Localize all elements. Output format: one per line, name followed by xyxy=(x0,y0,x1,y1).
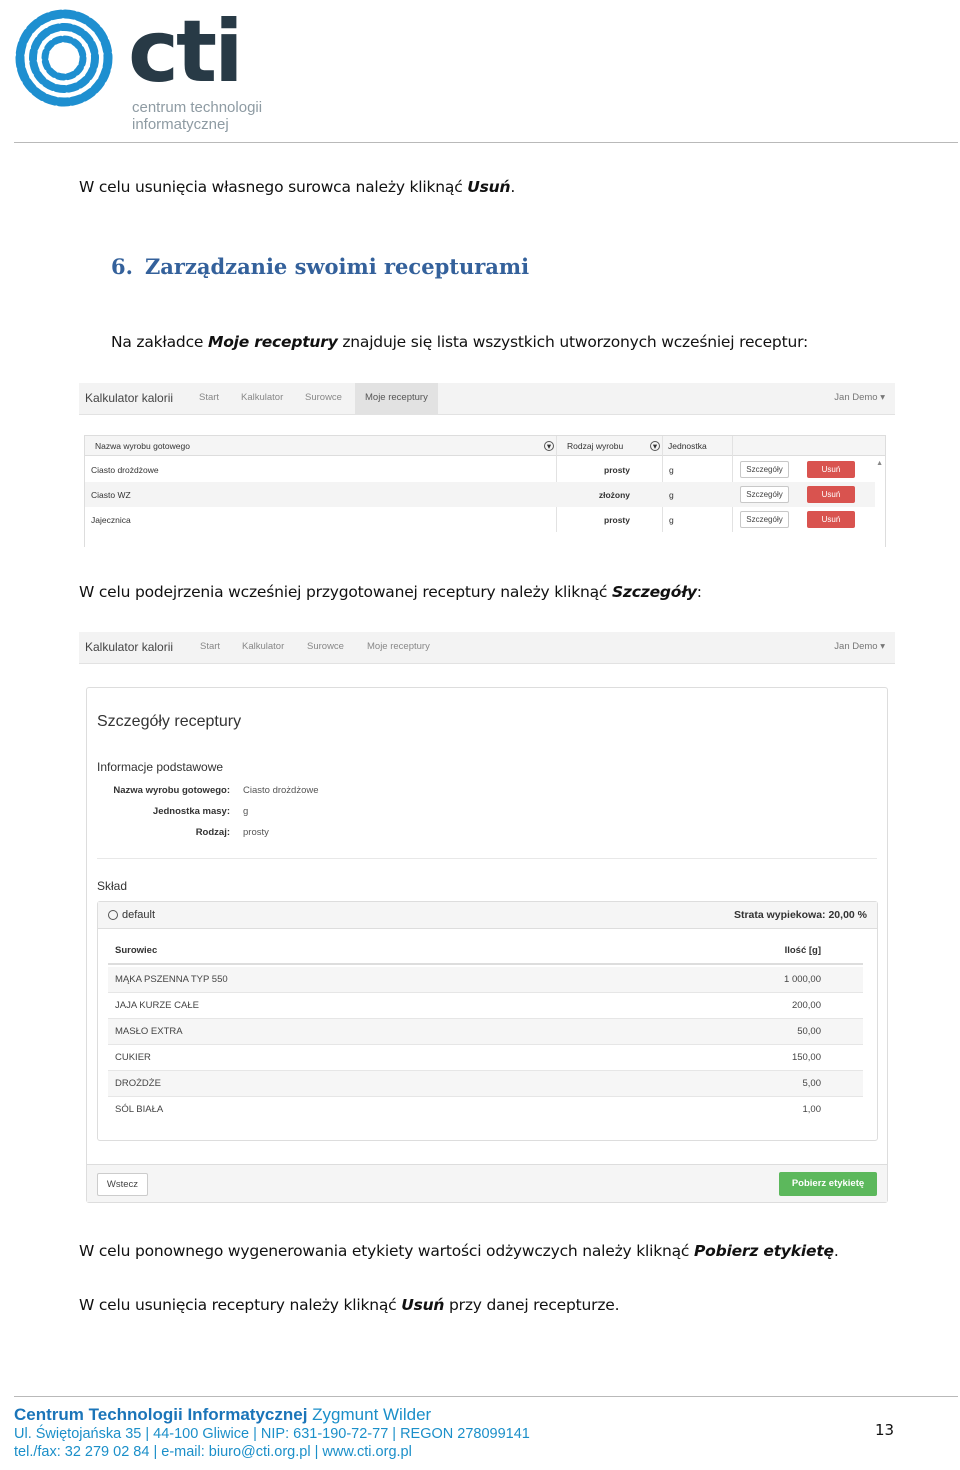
page-number: 13 xyxy=(875,1421,895,1439)
details-button[interactable]: Szczegóły xyxy=(740,511,789,528)
composition-box xyxy=(97,901,878,1141)
page-title: Szczegóły receptury xyxy=(97,713,242,730)
col-quantity: Ilość [g] xyxy=(784,945,821,956)
cti-logo-subtitle: centrum technologii informatycznej xyxy=(132,99,263,133)
variant-label[interactable]: default xyxy=(122,909,156,921)
table-row: DROŻDŻE 5,00 xyxy=(108,1071,863,1097)
cti-logo-word: cti xyxy=(128,2,241,102)
nav-start[interactable]: Start xyxy=(199,392,220,403)
footer-contact: tel./fax: 32 279 02 84 | e-mail: biuro@cti.org.pl | www.cti.org.pl xyxy=(14,1444,412,1460)
delete-button[interactable]: Usuń xyxy=(807,486,855,503)
scroll-up-icon[interactable]: ▲ xyxy=(876,460,883,467)
mass-unit-label: Jednostka masy: xyxy=(152,806,230,817)
col-product-name[interactable]: Nazwa wyrobu gotowego xyxy=(95,441,190,451)
recipe-details-screenshot xyxy=(79,632,895,1207)
table-row: MĄKA PSZENNA TYP 550 1 000,00 xyxy=(108,967,863,993)
app-brand[interactable]: Kalkulator kalorii xyxy=(85,391,174,405)
recipes-list-screenshot xyxy=(79,383,895,549)
type-value: prosty xyxy=(243,827,269,838)
delete-button[interactable]: Usuń xyxy=(807,511,855,528)
nav-calculator[interactable]: Kalkulator xyxy=(242,641,285,652)
app-brand[interactable]: Kalkulator kalorii xyxy=(85,640,174,654)
nav-calculator[interactable]: Kalkulator xyxy=(241,392,284,403)
variant-radio[interactable] xyxy=(108,910,118,920)
footer-divider xyxy=(14,1396,958,1397)
paragraph-delete-recipe: W celu usunięcia receptury należy kliknąć Usuń przy danej recepturze. xyxy=(79,1296,620,1314)
user-menu[interactable]: Jan Demo ▾ xyxy=(834,641,885,652)
col-ingredient: Surowiec xyxy=(115,945,158,956)
details-button[interactable]: Szczegóły xyxy=(740,486,789,503)
app-navbar xyxy=(79,383,895,415)
table-row: JAJA KURZE CAŁE 200,00 xyxy=(108,993,863,1019)
paragraph-details: W celu podejrzenia wcześniej przygotowanej receptury należy kliknąć Szczegóły: xyxy=(79,583,702,601)
recipes-grid xyxy=(84,435,886,547)
ingredients-header xyxy=(108,945,863,965)
mass-unit-value: g xyxy=(243,806,249,817)
table-row: CUKIER 150,00 xyxy=(108,1045,863,1071)
nav-start[interactable]: Start xyxy=(200,641,221,652)
divider xyxy=(97,858,877,859)
download-label-button[interactable]: Pobierz etykietę xyxy=(779,1172,877,1196)
table-row: MASŁO EXTRA 50,00 xyxy=(108,1019,863,1045)
table-row: SÓL BIAŁA 1,00 xyxy=(115,1104,821,1115)
user-menu[interactable]: Jan Demo ▾ xyxy=(834,392,885,403)
nav-my-recipes[interactable]: Moje receptury xyxy=(367,641,430,652)
header-divider xyxy=(14,142,958,143)
recipe-details-panel xyxy=(86,687,888,1203)
composition-header xyxy=(98,902,877,929)
nav-my-recipes[interactable]: Moje receptury xyxy=(355,383,438,414)
col-unit[interactable]: Jednostka xyxy=(668,441,707,451)
back-button[interactable]: Wstecz xyxy=(97,1173,148,1196)
nav-raw-materials[interactable]: Surowce xyxy=(307,641,344,652)
filter-icon[interactable]: ▾ xyxy=(650,441,660,451)
cti-logo-mark xyxy=(14,8,114,108)
table-row[interactable]: Jajecznica prosty g Szczegóły Usuń xyxy=(85,507,875,532)
nav-raw-materials[interactable]: Surowce xyxy=(305,392,342,403)
product-name-value: Ciasto drożdżowe xyxy=(243,785,319,796)
table-row[interactable]: Ciasto drożdżowe prosty g Szczegóły Usuń xyxy=(85,457,875,482)
type-label: Rodzaj: xyxy=(195,827,230,838)
section-heading: 6. Zarządzanie swoimi recepturami xyxy=(111,254,530,279)
paragraph-my-recipes: Na zakładce Moje receptury znajduje się lista wszystkich utworzonych wcześniej receptur: xyxy=(111,333,808,351)
product-name-label: Nazwa wyrobu gotowego: xyxy=(113,785,230,796)
delete-button[interactable]: Usuń xyxy=(807,461,855,478)
panel-footer xyxy=(87,1164,887,1202)
details-button[interactable]: Szczegóły xyxy=(740,461,789,478)
basic-info-heading: Informacje podstawowe xyxy=(97,760,224,774)
paragraph-download-label: W celu ponownego wygenerowania etykiety wartości odżywczych należy kliknąć Pobierz etykietę. xyxy=(79,1242,839,1260)
composition-heading: Skład xyxy=(97,879,128,893)
baking-loss: Strata wypiekowa: 20,00 % xyxy=(733,909,867,921)
footer-company: Centrum Technologii Informatycznej Zygmunt Wilder xyxy=(14,1405,432,1424)
intro-paragraph: W celu usunięcia własnego surowca należy kliknąć Usuń. xyxy=(79,178,516,196)
grid-header xyxy=(85,436,885,456)
footer-address: Ul. Świętojańska 35 | 44-100 Gliwice | NIP: 631-190-72-77 | REGON 278099141 xyxy=(14,1426,530,1442)
table-row[interactable]: Ciasto WZ złożony g Szczegóły Usuń xyxy=(85,482,875,507)
col-product-type[interactable]: Rodzaj wyrobu xyxy=(567,441,624,451)
app-navbar xyxy=(79,632,895,664)
filter-icon[interactable]: ▾ xyxy=(544,441,554,451)
